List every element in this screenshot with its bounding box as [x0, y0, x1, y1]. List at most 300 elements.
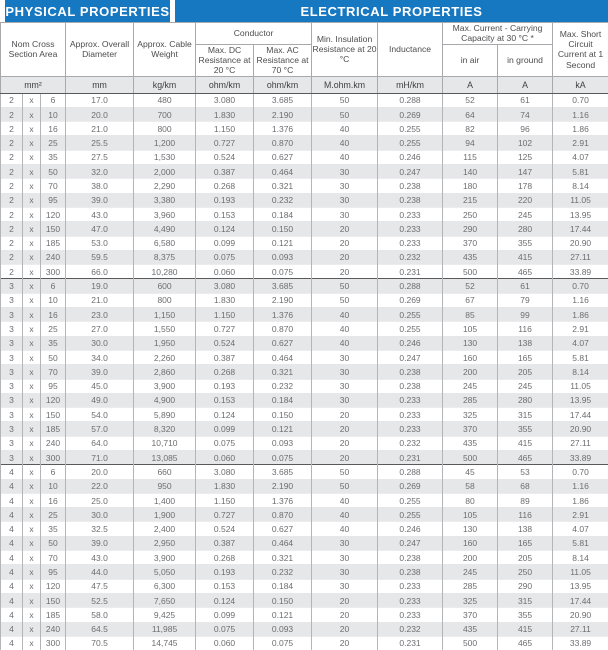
current-in-ground: 165 [498, 536, 553, 550]
conductor-size: 185 [41, 236, 66, 250]
dc-resistance: 0.153 [196, 207, 254, 221]
table-row [1, 236, 608, 250]
ac-resistance: 0.121 [254, 236, 312, 250]
current-in-ground: 89 [498, 493, 553, 507]
overall-diameter: 45.0 [66, 379, 134, 393]
cable-properties-table [0, 22, 608, 650]
insulation-resistance: 50 [312, 107, 378, 121]
header-short-circuit: Max. Short Circuit Current at 1 Second [553, 23, 608, 77]
current-in-ground: 415 [498, 436, 553, 450]
insulation-resistance: 30 [312, 565, 378, 579]
table-row [1, 250, 608, 264]
dc-resistance: 0.727 [196, 136, 254, 150]
current-in-air: 370 [443, 236, 498, 250]
units-row [1, 76, 608, 93]
current-in-ground: 53 [498, 465, 553, 479]
conductor-size: 95 [41, 565, 66, 579]
insulation-resistance: 40 [312, 136, 378, 150]
table-row [1, 479, 608, 493]
header-inductance: Inductance [378, 23, 443, 77]
overall-diameter: 66.0 [66, 265, 134, 279]
current-in-ground: 415 [498, 250, 553, 264]
insulation-resistance: 40 [312, 493, 378, 507]
header-dc-resistance: Max. DC Resistance at 20 °C [196, 44, 254, 76]
table-row [1, 636, 608, 650]
current-in-air: 250 [443, 207, 498, 221]
overall-diameter: 21.0 [66, 293, 134, 307]
conductor-size: 300 [41, 265, 66, 279]
dc-resistance: 3.080 [196, 465, 254, 479]
current-in-air: 285 [443, 579, 498, 593]
core-count: 2 [1, 207, 23, 221]
ac-resistance: 2.190 [254, 107, 312, 121]
cable-weight: 800 [134, 293, 196, 307]
current-in-air: 500 [443, 450, 498, 464]
ac-resistance: 0.870 [254, 508, 312, 522]
header-insulation: Min. Insulation Resistance at 20 °C [312, 23, 378, 77]
current-in-air: 105 [443, 508, 498, 522]
short-circuit-current: 33.89 [553, 265, 608, 279]
inductance: 0.232 [378, 436, 443, 450]
table-row [1, 551, 608, 565]
core-count: 4 [1, 493, 23, 507]
current-in-air: 435 [443, 436, 498, 450]
multiply-sign: x [23, 436, 41, 450]
multiply-sign: x [23, 579, 41, 593]
inductance: 0.247 [378, 350, 443, 364]
short-circuit-current: 1.16 [553, 479, 608, 493]
current-in-air: 140 [443, 165, 498, 179]
core-count: 4 [1, 622, 23, 636]
header-in-air: in air [443, 44, 498, 76]
overall-diameter: 58.0 [66, 608, 134, 622]
overall-diameter: 25.5 [66, 136, 134, 150]
multiply-sign: x [23, 450, 41, 464]
core-count: 2 [1, 107, 23, 121]
table-body [1, 93, 608, 650]
dc-resistance: 1.150 [196, 122, 254, 136]
insulation-resistance: 40 [312, 308, 378, 322]
overall-diameter: 54.0 [66, 408, 134, 422]
overall-diameter: 30.0 [66, 336, 134, 350]
conductor-size: 50 [41, 536, 66, 550]
multiply-sign: x [23, 365, 41, 379]
current-in-air: 200 [443, 365, 498, 379]
short-circuit-current: 4.07 [553, 150, 608, 164]
current-in-ground: 147 [498, 165, 553, 179]
overall-diameter: 38.0 [66, 179, 134, 193]
current-in-air: 370 [443, 422, 498, 436]
core-count: 2 [1, 122, 23, 136]
multiply-sign: x [23, 193, 41, 207]
current-in-air: 180 [443, 179, 498, 193]
conductor-size: 120 [41, 579, 66, 593]
dc-resistance: 0.124 [196, 222, 254, 236]
ac-resistance: 1.376 [254, 493, 312, 507]
dc-resistance: 0.060 [196, 265, 254, 279]
table-row [1, 222, 608, 236]
ac-resistance: 0.464 [254, 165, 312, 179]
multiply-sign: x [23, 207, 41, 221]
cable-weight: 2,000 [134, 165, 196, 179]
ac-resistance: 3.685 [254, 279, 312, 293]
dc-resistance: 0.099 [196, 236, 254, 250]
conductor-size: 25 [41, 136, 66, 150]
current-in-air: 245 [443, 565, 498, 579]
inductance: 0.233 [378, 222, 443, 236]
ac-resistance: 0.121 [254, 608, 312, 622]
dc-resistance: 1.150 [196, 308, 254, 322]
short-circuit-current: 8.14 [553, 551, 608, 565]
header-ac-resistance: Max. AC Resistance at 70 °C [254, 44, 312, 76]
cable-weight: 5,890 [134, 408, 196, 422]
insulation-resistance: 40 [312, 508, 378, 522]
current-in-ground: 465 [498, 636, 553, 650]
current-in-air: 215 [443, 193, 498, 207]
current-in-ground: 68 [498, 479, 553, 493]
short-circuit-current: 1.86 [553, 122, 608, 136]
insulation-resistance: 30 [312, 365, 378, 379]
insulation-resistance: 50 [312, 279, 378, 293]
core-count: 3 [1, 408, 23, 422]
multiply-sign: x [23, 636, 41, 650]
dc-resistance: 0.727 [196, 322, 254, 336]
inductance: 0.233 [378, 422, 443, 436]
cable-weight: 1,950 [134, 336, 196, 350]
core-count: 4 [1, 508, 23, 522]
insulation-resistance: 40 [312, 122, 378, 136]
current-in-ground: 178 [498, 179, 553, 193]
cable-weight: 1,200 [134, 136, 196, 150]
cable-weight: 1,900 [134, 508, 196, 522]
overall-diameter: 27.5 [66, 150, 134, 164]
cable-weight: 3,380 [134, 193, 196, 207]
inductance: 0.238 [378, 565, 443, 579]
ac-resistance: 0.184 [254, 393, 312, 407]
cable-weight: 2,290 [134, 179, 196, 193]
overall-diameter: 32.0 [66, 165, 134, 179]
core-count: 3 [1, 350, 23, 364]
insulation-resistance: 30 [312, 193, 378, 207]
current-in-ground: 465 [498, 450, 553, 464]
dc-resistance: 0.075 [196, 436, 254, 450]
short-circuit-current: 13.95 [553, 393, 608, 407]
dc-resistance: 1.830 [196, 107, 254, 121]
multiply-sign: x [23, 622, 41, 636]
short-circuit-current: 11.05 [553, 193, 608, 207]
ac-resistance: 0.321 [254, 365, 312, 379]
short-circuit-current: 33.89 [553, 636, 608, 650]
ac-resistance: 0.232 [254, 565, 312, 579]
short-circuit-current: 0.70 [553, 465, 608, 479]
multiply-sign: x [23, 393, 41, 407]
conductor-size: 10 [41, 479, 66, 493]
overall-diameter: 64.0 [66, 436, 134, 450]
inductance: 0.288 [378, 93, 443, 107]
unit-in-ground: A [498, 76, 553, 93]
inductance: 0.233 [378, 608, 443, 622]
conductor-size: 240 [41, 436, 66, 450]
inductance: 0.238 [378, 379, 443, 393]
core-count: 4 [1, 465, 23, 479]
cable-weight: 700 [134, 107, 196, 121]
ac-resistance: 0.627 [254, 336, 312, 350]
inductance: 0.232 [378, 250, 443, 264]
insulation-resistance: 30 [312, 165, 378, 179]
cable-weight: 1,550 [134, 322, 196, 336]
multiply-sign: x [23, 293, 41, 307]
core-count: 4 [1, 608, 23, 622]
current-in-ground: 165 [498, 350, 553, 364]
insulation-resistance: 50 [312, 465, 378, 479]
multiply-sign: x [23, 350, 41, 364]
conductor-size: 35 [41, 336, 66, 350]
multiply-sign: x [23, 508, 41, 522]
overall-diameter: 57.0 [66, 422, 134, 436]
ac-resistance: 0.184 [254, 579, 312, 593]
current-in-air: 200 [443, 551, 498, 565]
dc-resistance: 0.060 [196, 450, 254, 464]
electrical-properties-banner: ELECTRICAL PROPERTIES [175, 0, 608, 22]
inductance: 0.231 [378, 450, 443, 464]
dc-resistance: 1.150 [196, 493, 254, 507]
inductance: 0.233 [378, 393, 443, 407]
dc-resistance: 0.524 [196, 336, 254, 350]
overall-diameter: 52.5 [66, 593, 134, 607]
current-in-ground: 205 [498, 551, 553, 565]
conductor-size: 120 [41, 393, 66, 407]
current-in-air: 130 [443, 336, 498, 350]
table-row [1, 207, 608, 221]
current-in-air: 500 [443, 636, 498, 650]
insulation-resistance: 30 [312, 379, 378, 393]
current-in-air: 58 [443, 479, 498, 493]
inductance: 0.255 [378, 493, 443, 507]
dc-resistance: 0.387 [196, 165, 254, 179]
dc-resistance: 0.075 [196, 250, 254, 264]
inductance: 0.269 [378, 479, 443, 493]
header-cross-section: Nom Cross Section Area [1, 23, 66, 77]
ac-resistance: 0.093 [254, 622, 312, 636]
overall-diameter: 20.0 [66, 465, 134, 479]
multiply-sign: x [23, 565, 41, 579]
table-row [1, 465, 608, 479]
multiply-sign: x [23, 493, 41, 507]
conductor-size: 185 [41, 608, 66, 622]
section-banners [0, 0, 608, 22]
inductance: 0.231 [378, 265, 443, 279]
current-in-ground: 250 [498, 565, 553, 579]
short-circuit-current: 27.11 [553, 622, 608, 636]
ac-resistance: 1.376 [254, 308, 312, 322]
table-row [1, 165, 608, 179]
overall-diameter: 64.5 [66, 622, 134, 636]
current-in-air: 160 [443, 350, 498, 364]
current-in-air: 80 [443, 493, 498, 507]
insulation-resistance: 40 [312, 336, 378, 350]
overall-diameter: 39.0 [66, 365, 134, 379]
overall-diameter: 34.0 [66, 350, 134, 364]
cable-weight: 4,490 [134, 222, 196, 236]
cable-weight: 2,860 [134, 365, 196, 379]
ac-resistance: 0.870 [254, 136, 312, 150]
multiply-sign: x [23, 265, 41, 279]
insulation-resistance: 40 [312, 522, 378, 536]
cable-weight: 11,985 [134, 622, 196, 636]
multiply-sign: x [23, 608, 41, 622]
conductor-size: 35 [41, 522, 66, 536]
inductance: 0.233 [378, 593, 443, 607]
overall-diameter: 43.0 [66, 551, 134, 565]
table-row [1, 293, 608, 307]
conductor-size: 70 [41, 365, 66, 379]
conductor-size: 95 [41, 379, 66, 393]
overall-diameter: 47.0 [66, 222, 134, 236]
conductor-size: 150 [41, 222, 66, 236]
overall-diameter: 30.0 [66, 508, 134, 522]
ac-resistance: 0.093 [254, 250, 312, 264]
cable-weight: 3,900 [134, 379, 196, 393]
insulation-resistance: 20 [312, 222, 378, 236]
insulation-resistance: 30 [312, 579, 378, 593]
ac-resistance: 3.685 [254, 93, 312, 107]
core-count: 4 [1, 593, 23, 607]
conductor-size: 240 [41, 622, 66, 636]
conductor-size: 16 [41, 308, 66, 322]
cable-weight: 10,710 [134, 436, 196, 450]
dc-resistance: 0.124 [196, 593, 254, 607]
core-count: 3 [1, 450, 23, 464]
dc-resistance: 0.727 [196, 508, 254, 522]
table-row [1, 350, 608, 364]
overall-diameter: 44.0 [66, 565, 134, 579]
core-count: 3 [1, 365, 23, 379]
dc-resistance: 0.075 [196, 622, 254, 636]
dc-resistance: 0.060 [196, 636, 254, 650]
inductance: 0.246 [378, 522, 443, 536]
cable-weight: 8,375 [134, 250, 196, 264]
cable-weight: 13,085 [134, 450, 196, 464]
current-in-air: 245 [443, 379, 498, 393]
multiply-sign: x [23, 222, 41, 236]
unit-short-circuit: kA [553, 76, 608, 93]
multiply-sign: x [23, 422, 41, 436]
header-diameter: Approx. Overall Diameter [66, 23, 134, 77]
multiply-sign: x [23, 165, 41, 179]
dc-resistance: 0.387 [196, 536, 254, 550]
current-in-ground: 96 [498, 122, 553, 136]
ac-resistance: 2.190 [254, 293, 312, 307]
cable-weight: 1,400 [134, 493, 196, 507]
ac-resistance: 0.321 [254, 551, 312, 565]
short-circuit-current: 8.14 [553, 365, 608, 379]
conductor-size: 25 [41, 508, 66, 522]
inductance: 0.232 [378, 622, 443, 636]
dc-resistance: 0.524 [196, 522, 254, 536]
multiply-sign: x [23, 479, 41, 493]
unit-diameter: mm [66, 76, 134, 93]
cable-weight: 6,300 [134, 579, 196, 593]
dc-resistance: 0.153 [196, 579, 254, 593]
cable-weight: 800 [134, 122, 196, 136]
short-circuit-current: 4.07 [553, 336, 608, 350]
current-in-ground: 99 [498, 308, 553, 322]
core-count: 4 [1, 522, 23, 536]
short-circuit-current: 2.91 [553, 508, 608, 522]
current-in-air: 94 [443, 136, 498, 150]
core-count: 2 [1, 136, 23, 150]
inductance: 0.269 [378, 293, 443, 307]
ac-resistance: 3.685 [254, 465, 312, 479]
core-count: 2 [1, 236, 23, 250]
current-in-ground: 415 [498, 622, 553, 636]
ac-resistance: 0.627 [254, 150, 312, 164]
table-row [1, 265, 608, 279]
conductor-size: 25 [41, 322, 66, 336]
ac-resistance: 0.464 [254, 350, 312, 364]
core-count: 3 [1, 336, 23, 350]
conductor-size: 35 [41, 150, 66, 164]
current-in-ground: 61 [498, 279, 553, 293]
multiply-sign: x [23, 93, 41, 107]
short-circuit-current: 13.95 [553, 579, 608, 593]
overall-diameter: 20.0 [66, 107, 134, 121]
unit-insulation: M.ohm.km [312, 76, 378, 93]
short-circuit-current: 2.91 [553, 136, 608, 150]
overall-diameter: 39.0 [66, 536, 134, 550]
insulation-resistance: 50 [312, 293, 378, 307]
core-count: 2 [1, 165, 23, 179]
current-in-air: 435 [443, 250, 498, 264]
short-circuit-current: 20.90 [553, 236, 608, 250]
short-circuit-current: 1.86 [553, 308, 608, 322]
cable-weight: 8,320 [134, 422, 196, 436]
conductor-size: 6 [41, 93, 66, 107]
inductance: 0.233 [378, 236, 443, 250]
insulation-resistance: 20 [312, 622, 378, 636]
current-in-air: 64 [443, 107, 498, 121]
dc-resistance: 0.193 [196, 379, 254, 393]
inductance: 0.255 [378, 136, 443, 150]
current-in-air: 370 [443, 608, 498, 622]
table-row [1, 522, 608, 536]
unit-weight: kg/km [134, 76, 196, 93]
overall-diameter: 49.0 [66, 393, 134, 407]
ac-resistance: 0.464 [254, 536, 312, 550]
current-in-ground: 61 [498, 93, 553, 107]
short-circuit-current: 5.81 [553, 536, 608, 550]
multiply-sign: x [23, 107, 41, 121]
conductor-size: 6 [41, 465, 66, 479]
core-count: 2 [1, 222, 23, 236]
current-in-ground: 116 [498, 508, 553, 522]
inductance: 0.255 [378, 122, 443, 136]
conductor-size: 150 [41, 593, 66, 607]
current-in-ground: 315 [498, 408, 553, 422]
core-count: 4 [1, 551, 23, 565]
cable-weight: 600 [134, 279, 196, 293]
cable-weight: 4,900 [134, 393, 196, 407]
short-circuit-current: 8.14 [553, 179, 608, 193]
current-in-air: 290 [443, 222, 498, 236]
insulation-resistance: 50 [312, 479, 378, 493]
insulation-resistance: 30 [312, 207, 378, 221]
cable-weight: 3,960 [134, 207, 196, 221]
cable-weight: 1,150 [134, 308, 196, 322]
short-circuit-current: 33.89 [553, 450, 608, 464]
insulation-resistance: 30 [312, 551, 378, 565]
short-circuit-current: 0.70 [553, 93, 608, 107]
